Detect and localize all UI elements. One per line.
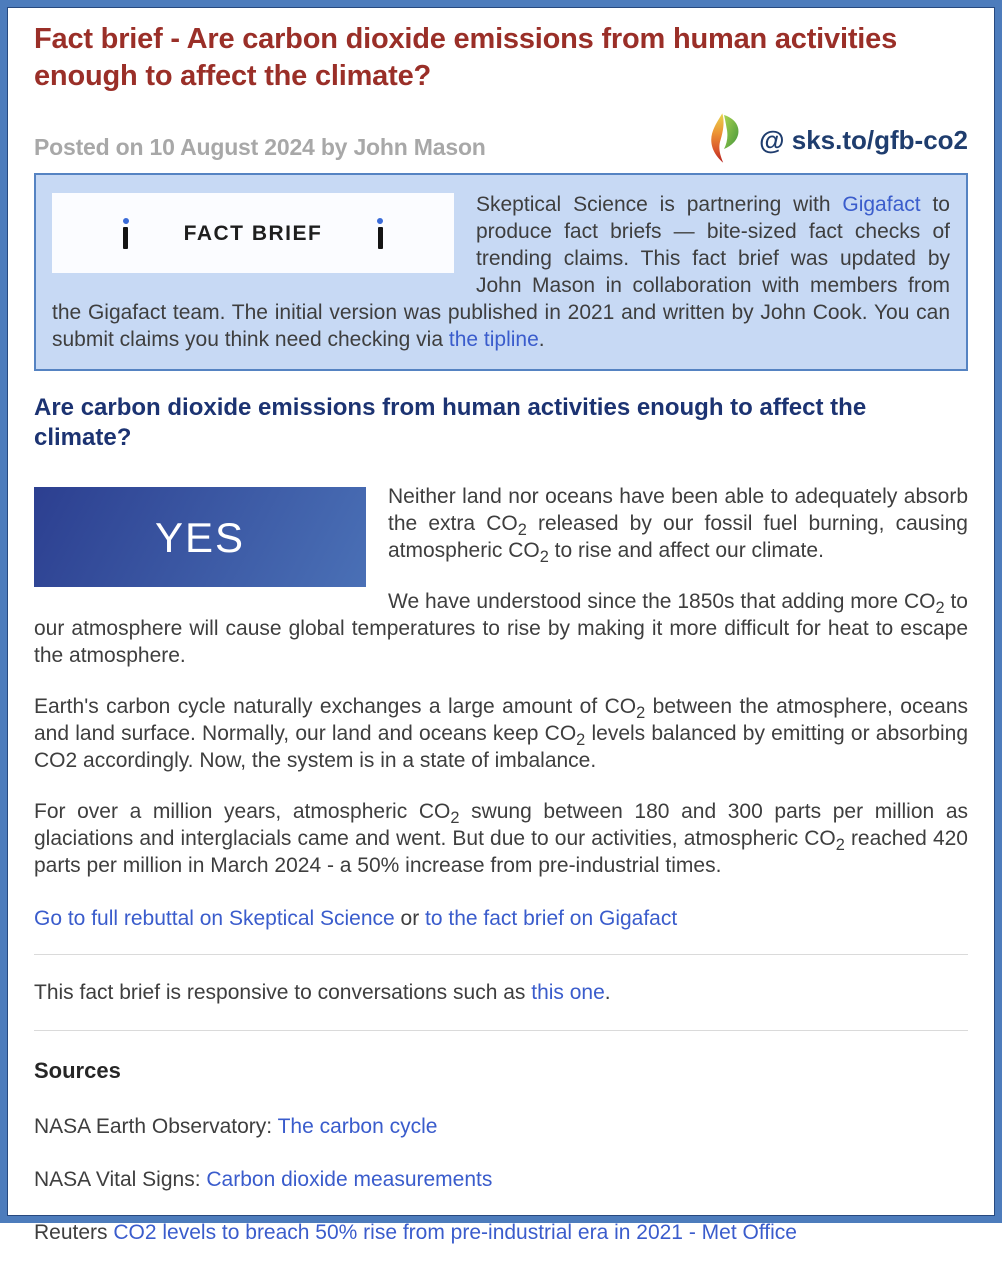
answer-paragraph	[34, 693, 968, 774]
co2-measurements-link[interactable]: Carbon dioxide measurements	[206, 1168, 493, 1191]
text-run: swung between 180 and 300 parts per million as glaciations and interglacials came and went. But due to our activities, atmospheric CO	[34, 800, 969, 850]
post-byline: Posted on 10 August 2024 by John Mason	[34, 134, 486, 160]
text-run: Neither land nor oceans have been able to adequately absorb the extra CO	[388, 485, 968, 535]
answer-yes-badge	[34, 487, 366, 587]
text-run: .	[538, 328, 545, 351]
text-run: between the atmosphere, oceans and land surface. Normally, our land and oceans keep CO	[34, 695, 968, 745]
carbon-cycle-link[interactable]: The carbon cycle	[277, 1115, 438, 1138]
subscript: 2	[935, 599, 945, 618]
shortlink-block	[707, 112, 968, 169]
text-run: Skeptical Science is partnering with	[476, 193, 843, 216]
source-item	[34, 1113, 968, 1140]
text-run: NASA Vital Signs:	[34, 1168, 207, 1191]
page-title: Fact brief - Are carbon dioxide emissions from human activities enough to affect the climate?	[34, 23, 897, 92]
shortlink-url[interactable]: @ sks.to/gfb-co2	[759, 125, 968, 155]
answer-paragraph	[34, 588, 968, 669]
subscript: 2	[539, 548, 549, 567]
source-item	[34, 1219, 968, 1246]
byline-row	[34, 115, 968, 161]
skeptical-science-flame-logo-icon	[707, 112, 741, 169]
text-run: .	[604, 981, 611, 1004]
text-run: This fact brief is responsive to conversations such as	[34, 981, 532, 1004]
fact-brief-question: Are carbon dioxide emissions from human activities enough to affect the climate?	[34, 394, 867, 451]
subscript: 2	[576, 731, 586, 750]
answer-paragraph	[34, 798, 968, 879]
subscript: 2	[835, 836, 845, 855]
divider	[34, 954, 968, 955]
text-run: or	[394, 907, 426, 930]
rebuttal-links-line	[34, 905, 968, 932]
gigafact-link[interactable]: Gigafact	[842, 193, 921, 216]
text-run: released by our fossil fuel burning, causing atmospheric CO	[388, 512, 968, 562]
conversation-link[interactable]: this one	[531, 981, 605, 1004]
fact-brief-logo-badge	[52, 193, 454, 273]
subscript: 2	[450, 809, 460, 828]
text-run: For over a million years, atmospheric CO	[34, 800, 451, 823]
text-run: levels balanced by emitting or absorbing CO2 accordingly. Now, the system is in a state of imbalance.	[34, 722, 968, 772]
quote-mark-icon	[123, 218, 129, 249]
full-rebuttal-link[interactable]: Go to full rebuttal on Skeptical Science	[34, 907, 395, 930]
text-run: to produce fact briefs — bite-sized fact checks of trending claims. This fact brief was updated by John Mason in collaboration with members from the Gigafact team. The initial version was published in 2021 and written by John Cook. You can submit claims you think need checking via	[52, 193, 950, 351]
text-run: NASA Earth Observatory:	[34, 1115, 278, 1138]
article-content	[7, 7, 995, 1262]
subscript: 2	[636, 704, 646, 723]
answer-yes-label: YES	[154, 513, 246, 561]
text-run: to rise and affect our climate.	[548, 539, 824, 562]
text-run: We have understood since the 1850s that adding more CO	[388, 590, 936, 613]
partner-info-box	[34, 173, 968, 371]
answer-section	[34, 483, 968, 879]
subscript: 2	[517, 521, 527, 540]
reuters-article-link[interactable]: CO2 levels to breach 50% rise from pre-industrial era in 2021 - Met Office	[113, 1221, 797, 1244]
source-item	[34, 1166, 968, 1193]
text-run: to our atmosphere will cause global temperatures to rise by making it more difficult for heat to escape the atmosphere.	[34, 590, 968, 667]
divider	[34, 1030, 968, 1031]
text-run: Reuters	[34, 1221, 114, 1244]
fact-brief-logo-label: FACT BRIEF	[183, 221, 323, 245]
conversation-line	[34, 979, 968, 1006]
text-run: reached 420 parts per million in March 2024 - a 50% increase from pre-industrial times.	[34, 827, 968, 877]
quote-mark-icon	[377, 218, 383, 249]
sources-heading: Sources	[34, 1058, 121, 1083]
text-run: Earth's carbon cycle naturally exchanges a large amount of CO	[34, 695, 637, 718]
gigafact-fact-brief-link[interactable]: to the fact brief on Gigafact	[425, 907, 678, 930]
tipline-link[interactable]: the tipline	[448, 328, 539, 351]
